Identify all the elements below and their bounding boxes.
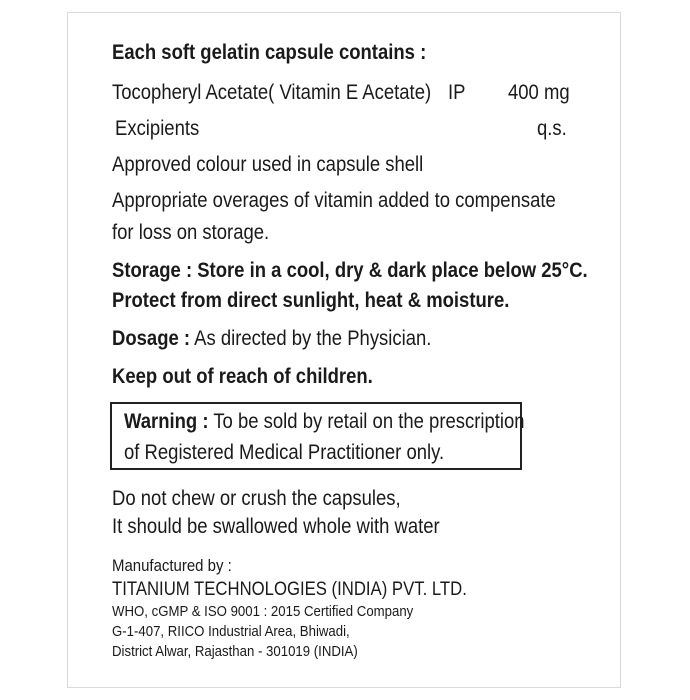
ingredient-vitamin-e-standard: IP (448, 81, 466, 104)
manufacturer-label: Manufactured by : (112, 556, 232, 575)
storage-instruction: Storage : Store in a cool, dry & dark place below 25°C. (112, 259, 588, 282)
protection-instruction: Protect from direct sunlight, heat & moisture. (112, 289, 510, 312)
dosage-text: As directed by the Physician. (190, 327, 432, 350)
warning-box (110, 402, 525, 470)
warning-line-1 (124, 410, 579, 434)
overage-note-line-1: Appropriate overages of vitamin added to compensate (112, 189, 556, 212)
ingredient-vitamin-e-amount: 400 mg (508, 81, 570, 104)
warning-text-1: To be sold by retail on the prescription (208, 410, 525, 433)
composition-heading: Each soft gelatin capsule contains : (112, 41, 427, 64)
ingredient-excipients-amount: q.s. (537, 117, 567, 140)
warning-label: Warning : (124, 410, 209, 433)
colour-note: Approved colour used in capsule shell (112, 153, 424, 176)
manufacturer-certification: WHO, cGMP & ISO 9001 : 2015 Certified Company (112, 603, 414, 620)
ingredient-excipients-name: Excipients (115, 117, 200, 140)
keep-away-warning: Keep out of reach of children. (112, 365, 373, 388)
warning-line-2: of Registered Medical Practitioner only. (124, 441, 445, 464)
manufacturer-address-line-1: G-1-407, RIICO Industrial Area, Bhiwadi, (112, 623, 350, 640)
dosage-label: Dosage : (112, 327, 191, 350)
handling-line-1: Do not chew or crush the capsules, (112, 487, 401, 510)
manufacturer-name: TITANIUM TECHNOLOGIES (INDIA) PVT. LTD. (112, 579, 467, 600)
product-label-panel (67, 12, 621, 688)
dosage-instruction (112, 327, 475, 351)
ingredient-vitamin-e-name: Tocopheryl Acetate( Vitamin E Acetate) (112, 81, 432, 104)
overage-note-line-2: for loss on storage. (112, 221, 270, 244)
manufacturer-address-line-2: District Alwar, Rajasthan - 301019 (INDIA) (112, 643, 358, 660)
handling-line-2: It should be swallowed whole with water (112, 515, 440, 538)
